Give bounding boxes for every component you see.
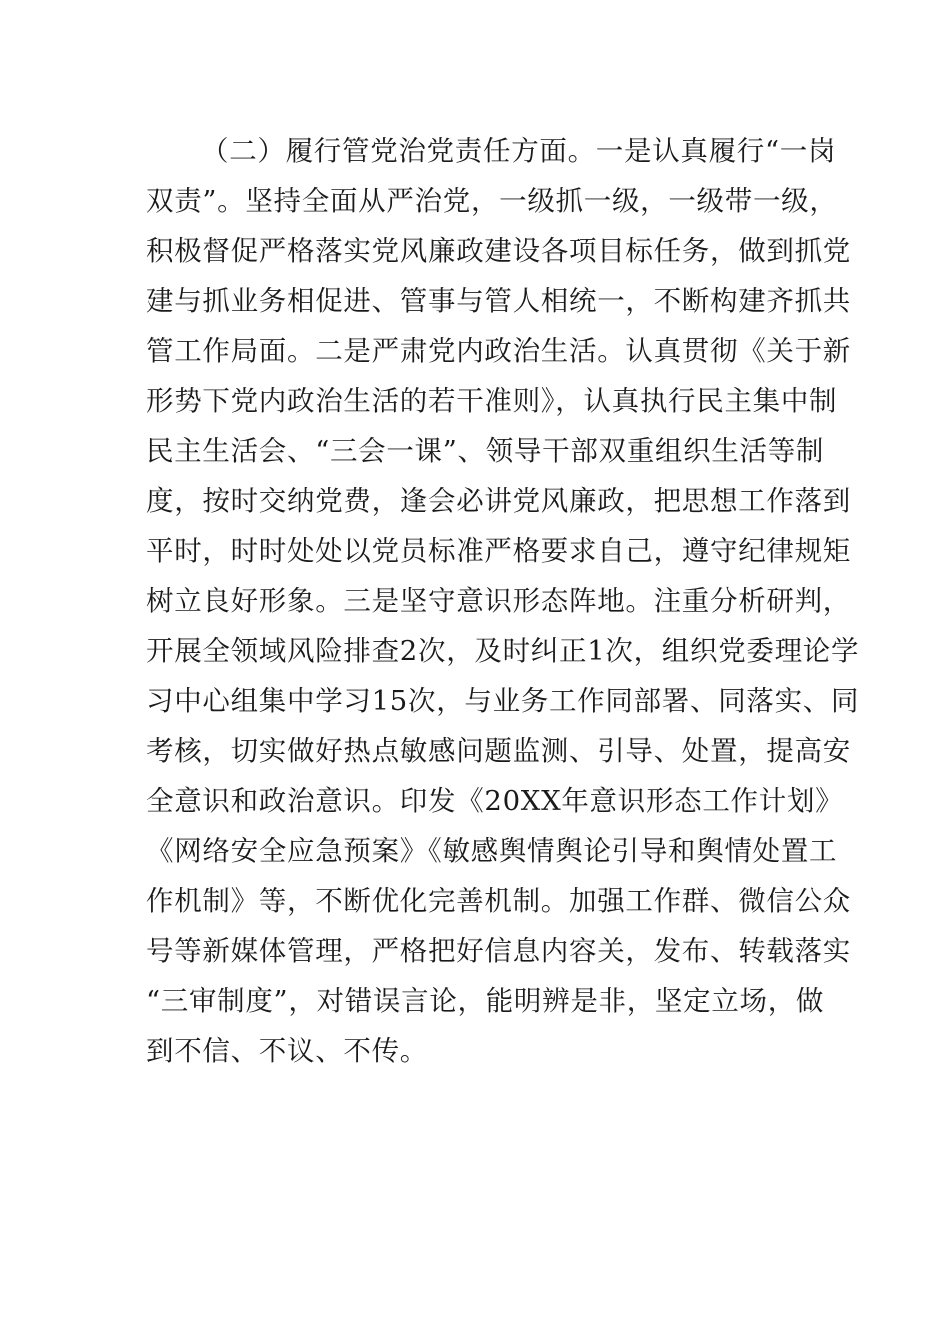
- paragraph-line: 全意识和政治意识。印发《20XX年意识形态工作计划》: [146, 785, 844, 817]
- paragraph-line: 管工作局面。二是严肃党内政治生活。认真贯彻《关于新: [146, 335, 851, 367]
- paragraph-line: 《网络安全应急预案》《敏感舆情舆论引导和舆情处置工: [146, 835, 838, 867]
- paragraph-line: 积极督促严格落实党风廉政建设各项目标任务，做到抓党: [146, 235, 851, 267]
- paragraph-line: 双责”。坚持全面从严治党，一级抓一级，一级带一级，: [146, 185, 838, 217]
- body-paragraph: [146, 126, 860, 1076]
- paragraph-line: 到不信、不议、不传。: [146, 1035, 428, 1067]
- paragraph-line: 号等新媒体管理，严格把好信息内容关，发布、转载落实: [146, 935, 851, 967]
- paragraph-line: 考核，切实做好热点敏感问题监测、引导、处置，提高安: [146, 735, 851, 767]
- paragraph-line: 平时，时时处处以党员标准严格要求自己，遵守纪律规矩: [146, 535, 851, 567]
- paragraph-line: 作机制》等，不断优化完善机制。加强工作群、微信公众: [146, 885, 851, 917]
- paragraph-line: “三审制度”，对错误言论，能明辨是非，坚定立场，做: [146, 985, 825, 1017]
- paragraph-line: 度，按时交纳党费，逢会必讲党风廉政，把思想工作落到: [146, 485, 851, 517]
- paragraph-line: 建与抓业务相促进、管事与管人相统一，不断构建齐抓共: [146, 285, 851, 317]
- paragraph-line: 习中心组集中学习15次，与业务工作同部署、同落实、同: [146, 685, 860, 717]
- paragraph-line: 开展全领域风险排查2次，及时纠正1次，组织党委理论学: [146, 635, 860, 667]
- paragraph-line: 民主生活会、“三会一课”、领导干部双重组织生活等制: [146, 435, 825, 467]
- paragraph-line: （二）履行管党治党责任方面。一是认真履行“一岗: [201, 135, 837, 167]
- paragraph-line: 形势下党内政治生活的若干准则》，认真执行民主集中制: [146, 385, 838, 417]
- paragraph-line: 树立良好形象。三是坚守意识形态阵地。注重分析研判，: [146, 585, 851, 617]
